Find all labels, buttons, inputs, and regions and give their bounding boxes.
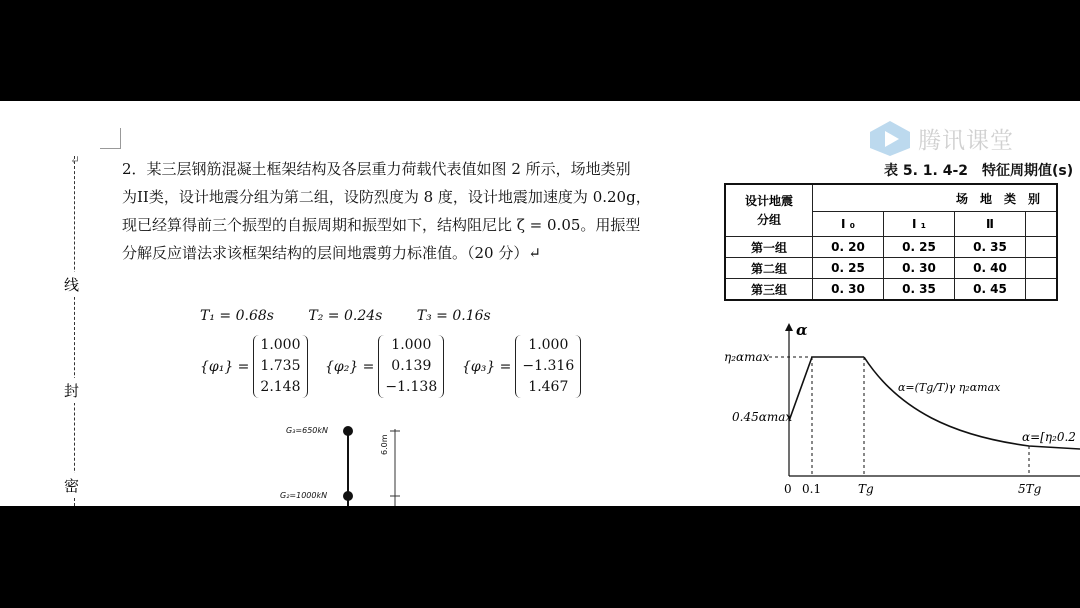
mode-vector-2 xyxy=(325,335,444,398)
period-t3: T₃ = 0.16s xyxy=(416,308,491,324)
table-title: 表 5. 1. 4-2 特征周期值(s) xyxy=(884,163,1074,179)
header-text: 分组 xyxy=(756,212,781,227)
period-t2: T₂ = 0.24s xyxy=(308,308,383,324)
x-label-5tg: 5Tg xyxy=(1018,482,1042,496)
problem-line: 现已经算得前三个振型的自振周期和振型如下，结构阻尼比 ζ = 0.05。用振型 xyxy=(122,216,641,234)
x-label-0: 0 xyxy=(784,482,792,496)
watermark-text: 腾讯课堂 xyxy=(918,127,1014,154)
value-cell: 0. 25 xyxy=(813,258,884,279)
problem-text[interactable] xyxy=(122,155,667,267)
mode-vector-1 xyxy=(200,335,308,398)
value-cell: 0. 35 xyxy=(955,237,1026,258)
value-cell: 0. 45 xyxy=(955,279,1026,301)
characteristic-period-table xyxy=(724,183,1058,301)
mode-value: 1.000 xyxy=(391,337,432,353)
value-cell: 0. 25 xyxy=(884,237,955,258)
play-logo-icon xyxy=(868,120,912,156)
problem-line: 2．某三层钢筋混凝土框架结构及各层重力荷载代表值如图 2 所示，场地类别 xyxy=(122,160,631,178)
mode-value: 1.000 xyxy=(260,337,301,353)
site-class-cell: I ₀ xyxy=(813,212,884,237)
table-header-site: 场 地 类 别 xyxy=(813,184,1058,212)
mode-value: 1.735 xyxy=(260,358,301,374)
value-cell xyxy=(1026,258,1058,279)
crop-mark xyxy=(100,128,121,149)
response-spectrum-diagram xyxy=(724,321,1080,506)
document-page xyxy=(0,101,1080,506)
group-cell: 第一组 xyxy=(725,237,813,258)
g2-label: G₂=1000kN xyxy=(280,491,328,500)
tail-formula: α=[η₂0.2 xyxy=(1022,430,1076,444)
mode-label: {φ₂} = xyxy=(325,358,375,375)
problem-line: 为II类，设计地震分组为第二组，设防烈度为 8 度，设计地震加速度为 0.20g， xyxy=(122,188,651,206)
margin-char-feng: 封 xyxy=(64,378,79,403)
value-cell: 0. 35 xyxy=(884,279,955,301)
frame-diagram xyxy=(280,419,420,506)
table-row xyxy=(725,279,1057,301)
table-header-group xyxy=(725,184,813,237)
height-label: 6.0m xyxy=(380,434,389,455)
value-cell: 0. 20 xyxy=(813,237,884,258)
natural-periods xyxy=(200,308,521,324)
value-cell: 0. 40 xyxy=(955,258,1026,279)
margin-char-mi: 密 xyxy=(64,473,79,498)
alpha-axis-label: α xyxy=(796,321,808,339)
g3-label: G₃=650kN xyxy=(286,426,328,435)
mode-value: −1.316 xyxy=(522,358,575,374)
mode-label: {φ₁} = xyxy=(200,358,250,375)
value-cell xyxy=(1026,237,1058,258)
mode-value: 1.000 xyxy=(528,337,569,353)
binding-margin-line xyxy=(74,156,75,506)
mode-value: 1.467 xyxy=(528,379,569,395)
problem-line: 分解反应谱法求该框架结构的层间地震剪力标准值。（20 分）↵ xyxy=(122,244,541,262)
value-cell xyxy=(1026,279,1058,301)
header-text: 设计地震 xyxy=(744,193,793,208)
group-cell: 第二组 xyxy=(725,258,813,279)
mode-value: 2.148 xyxy=(260,379,301,395)
curve-formula: α=(Tg/T)γ η₂αmax xyxy=(898,381,1001,394)
value-cell: 0. 30 xyxy=(884,258,955,279)
low-value-label: 0.45αmax xyxy=(732,410,793,424)
return-mark: ↵ xyxy=(70,153,81,167)
group-cell: 第三组 xyxy=(725,279,813,301)
margin-char-xian: 线 xyxy=(64,272,79,297)
x-label-0-1: 0.1 xyxy=(802,482,822,496)
period-t1: T₁ = 0.68s xyxy=(200,308,274,324)
site-class-cell: Ⅱ xyxy=(955,212,1026,237)
eta-alpha-max-label: η₂αmax xyxy=(724,350,770,364)
value-cell: 0. 30 xyxy=(813,279,884,301)
tencent-classroom-watermark xyxy=(868,120,1014,156)
table-row xyxy=(725,258,1057,279)
x-label-tg: Tg xyxy=(858,482,874,496)
mode-value: −1.138 xyxy=(385,379,438,395)
site-class-cell xyxy=(1026,212,1058,237)
mode-vector-3 xyxy=(462,335,581,398)
table-row xyxy=(725,237,1057,258)
mode-value: 0.139 xyxy=(391,358,432,374)
site-class-cell: I ₁ xyxy=(884,212,955,237)
mode-label: {φ₃} = xyxy=(462,358,512,375)
